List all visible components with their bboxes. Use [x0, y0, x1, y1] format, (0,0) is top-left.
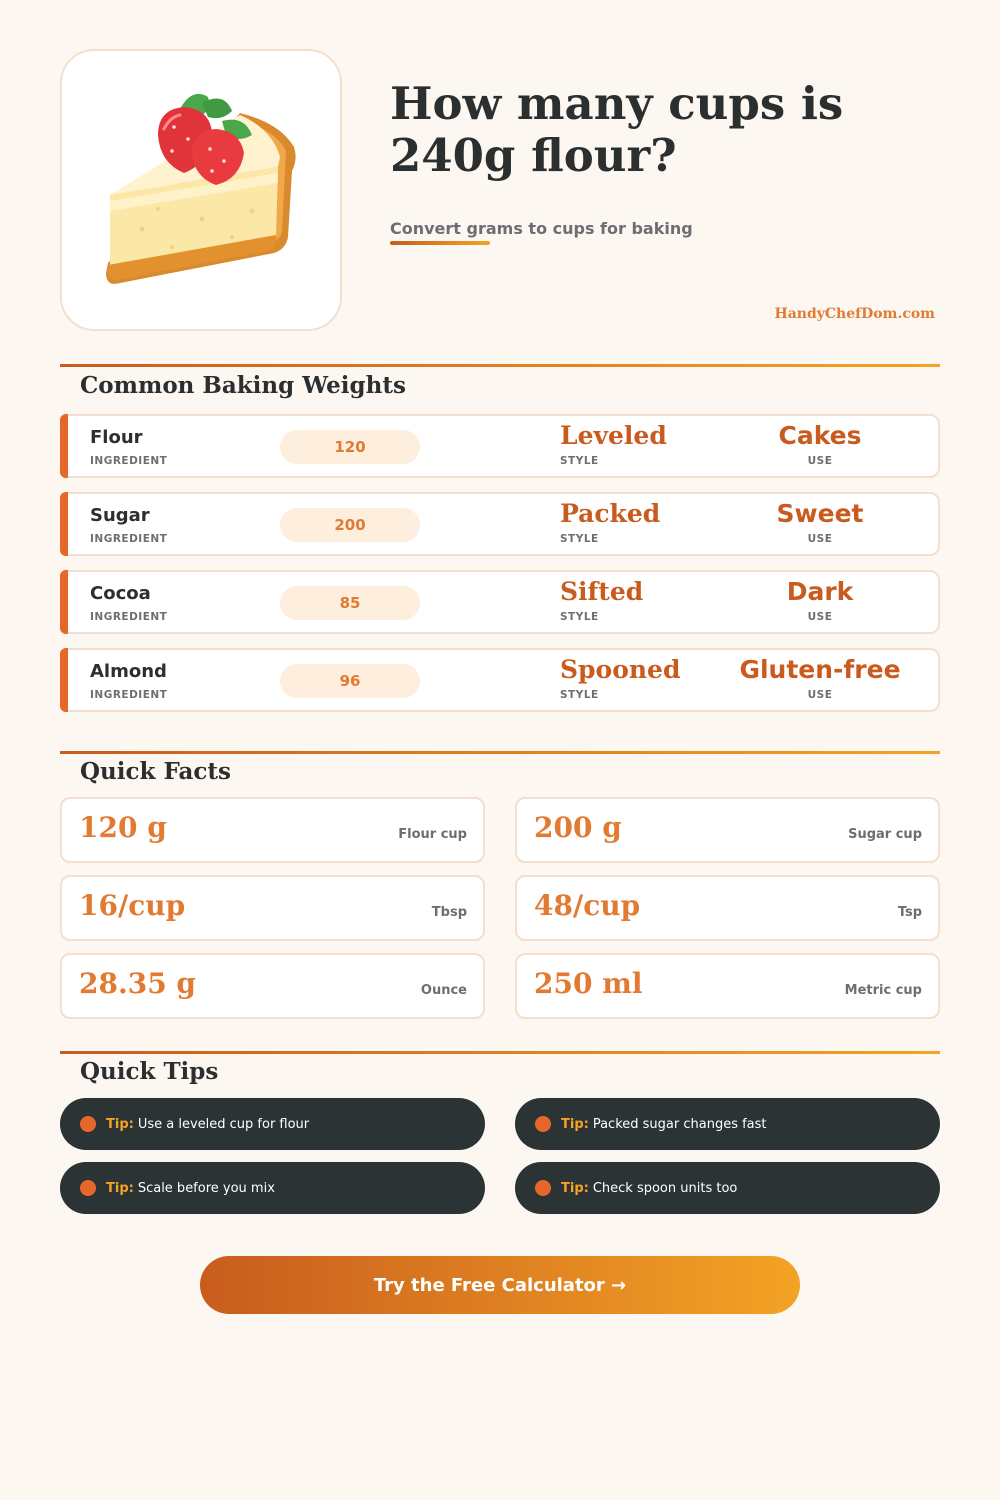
- grams-badge: 200: [280, 508, 420, 542]
- fact-card: [60, 953, 485, 1019]
- style-value: Spooned: [560, 655, 681, 684]
- calculator-cta-button[interactable]: Try the Free Calculator →: [200, 1256, 800, 1314]
- style-value: Packed: [560, 499, 661, 528]
- tip-text: Use a leveled cup for flour: [137, 1116, 310, 1132]
- fact-label: Sugar cup: [848, 827, 922, 842]
- style-value: Sifted: [560, 577, 644, 606]
- tip-pill: [515, 1098, 940, 1150]
- tip-prefix: Tip:: [106, 1180, 134, 1196]
- ingredient-label: INGREDIENT: [90, 689, 168, 701]
- ingredient-label: INGREDIENT: [90, 455, 168, 467]
- fact-value: 16/cup: [79, 889, 186, 922]
- page-subtitle: Convert grams to cups for baking: [390, 219, 693, 238]
- fact-card: [515, 953, 940, 1019]
- bullet-dot-icon: [80, 1180, 96, 1196]
- fact-card: [60, 875, 485, 941]
- section-divider: [60, 1051, 940, 1054]
- fact-label: Tbsp: [431, 905, 467, 920]
- fact-card: [60, 797, 485, 863]
- row-accent-bar: [60, 648, 68, 712]
- tip-pill: [515, 1162, 940, 1214]
- use-value: Dark: [786, 577, 854, 606]
- fact-value: 28.35 g: [79, 967, 197, 1000]
- hero-image-card: [60, 49, 342, 331]
- fact-label: Flour cup: [398, 827, 467, 842]
- style-label: STYLE: [560, 689, 599, 701]
- grams-badge: 85: [280, 586, 420, 620]
- subtitle-underline: [390, 241, 490, 245]
- tip-text: Scale before you mix: [137, 1180, 275, 1196]
- fact-card: [515, 797, 940, 863]
- use-value: Sweet: [776, 499, 864, 528]
- ingredient-name: Sugar: [90, 505, 150, 526]
- section-title-tips: Quick Tips: [80, 1058, 219, 1085]
- style-label: STYLE: [560, 611, 599, 623]
- style-label: STYLE: [560, 455, 599, 467]
- grams-badge: 96: [280, 664, 420, 698]
- section-divider: [60, 751, 940, 754]
- ingredient-label: INGREDIENT: [90, 533, 168, 545]
- brand-link[interactable]: HandyChefDom.com: [774, 306, 935, 322]
- tip-pill: [60, 1162, 485, 1214]
- tip-prefix: Tip:: [561, 1116, 589, 1132]
- bullet-dot-icon: [535, 1116, 551, 1132]
- style-label: STYLE: [560, 533, 599, 545]
- ingredient-name: Flour: [90, 427, 143, 448]
- row-accent-bar: [60, 570, 68, 634]
- tip-prefix: Tip:: [106, 1116, 134, 1132]
- ingredient-name: Cocoa: [90, 583, 151, 604]
- page-title: How many cups is 240g flour?: [390, 77, 844, 182]
- section-divider: [60, 364, 940, 367]
- weight-row: [60, 648, 940, 712]
- bullet-dot-icon: [535, 1180, 551, 1196]
- tip-pill: [60, 1098, 485, 1150]
- use-value: Cakes: [778, 421, 862, 450]
- style-value: Leveled: [560, 421, 667, 450]
- fact-label: Metric cup: [844, 983, 922, 998]
- tip-prefix: Tip:: [561, 1180, 589, 1196]
- tip-text: Check spoon units too: [592, 1180, 738, 1196]
- section-title-facts: Quick Facts: [80, 758, 231, 785]
- weight-row: [60, 414, 940, 478]
- fact-value: 200 g: [534, 811, 622, 844]
- ingredient-name: Almond: [90, 661, 167, 682]
- section-title-weights: Common Baking Weights: [80, 372, 406, 399]
- fact-label: Tsp: [897, 905, 922, 920]
- tip-text: Packed sugar changes fast: [592, 1116, 767, 1132]
- use-label: USE: [807, 455, 833, 467]
- row-accent-bar: [60, 414, 68, 478]
- fact-card: [515, 875, 940, 941]
- grams-badge: 120: [280, 430, 420, 464]
- cheesecake-icon: [62, 51, 340, 329]
- use-label: USE: [807, 533, 833, 545]
- weights-list: [60, 414, 940, 726]
- use-value: Gluten-free: [739, 655, 901, 684]
- fact-label: Ounce: [420, 983, 467, 998]
- use-label: USE: [807, 689, 833, 701]
- use-label: USE: [807, 611, 833, 623]
- weight-row: [60, 492, 940, 556]
- fact-value: 120 g: [79, 811, 167, 844]
- fact-value: 48/cup: [534, 889, 641, 922]
- weight-row: [60, 570, 940, 634]
- row-accent-bar: [60, 492, 68, 556]
- fact-value: 250 ml: [534, 967, 643, 1000]
- bullet-dot-icon: [80, 1116, 96, 1132]
- ingredient-label: INGREDIENT: [90, 611, 168, 623]
